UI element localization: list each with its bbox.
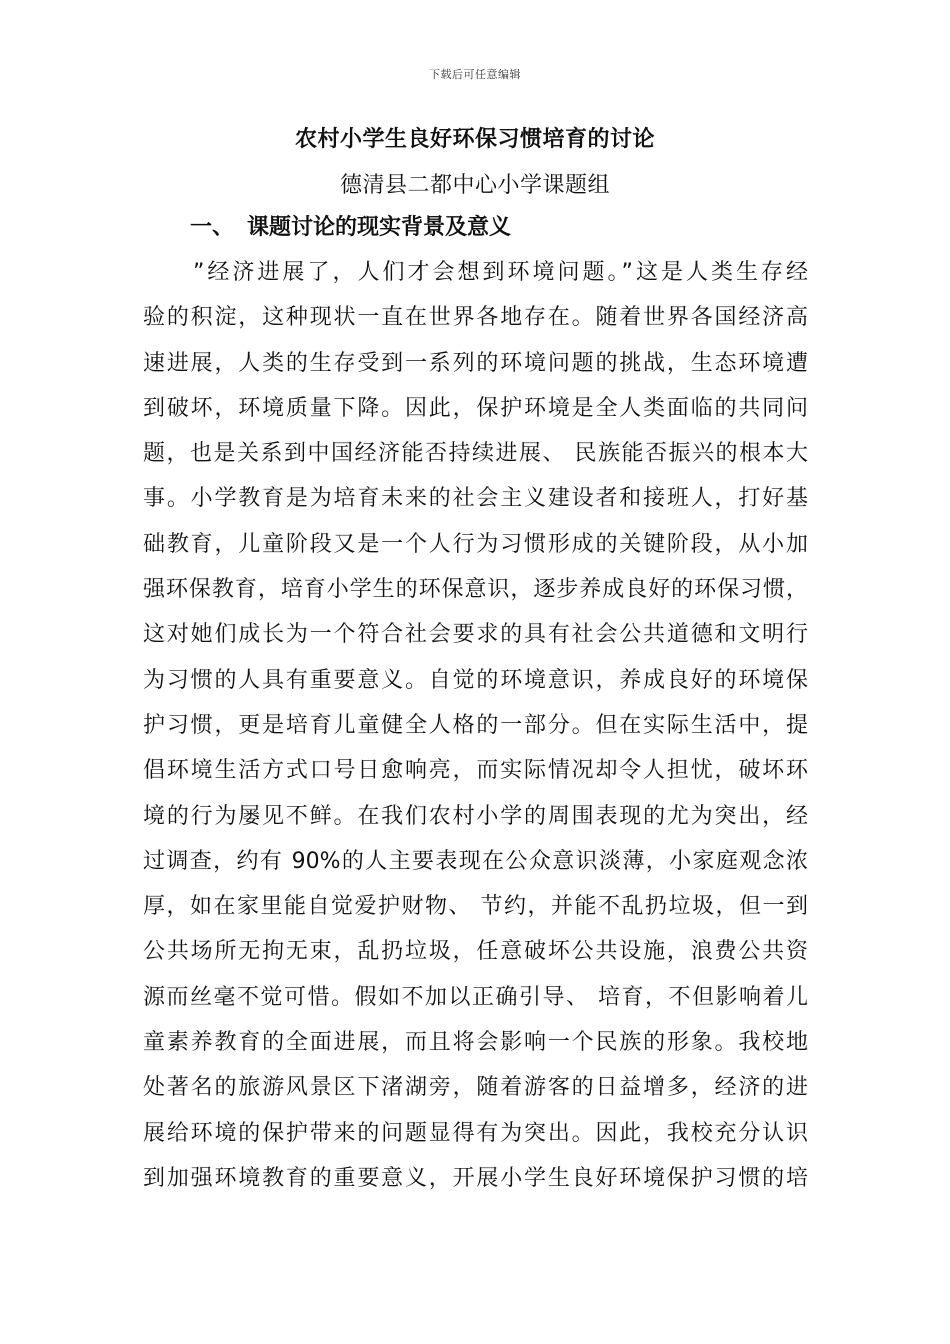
paragraph-line: 护习惯，更是培育儿童健全人格的一部分。但在实际生活中，提 — [143, 712, 808, 738]
paragraph-line: 源而丝毫不觉可惜。假如不加以正确引导、 培育，不但影响着儿 — [143, 984, 808, 1010]
header-note: 下载后可任意编辑 — [429, 68, 521, 81]
paragraph-line: 倡环境生活方式口号日愈响亮，而实际情况却令人担忧，破坏环 — [143, 758, 808, 784]
paragraph-line: 验的积淀，这种现状一直在世界各地存在。随着世界各国经济高 — [143, 305, 808, 331]
paragraph-line: 厚，如在家里能自觉爱护财物、 节约，并能不乱扔垃圾，但一到 — [143, 894, 808, 920]
paragraph-line: 境的行为屡见不鲜。在我们农村小学的周围表现的尤为突出，经 — [143, 803, 808, 829]
paragraph-line: 事。小学教育是为培育未来的社会主义建设者和接班人，打好基 — [143, 486, 808, 512]
document-subtitle: 德清县二都中心小学课题组 — [339, 173, 610, 198]
paragraph-line: 到加强环境教育的重要意义，开展小学生良好环境保护习惯的培 — [143, 1165, 808, 1191]
paragraph-line: 处著名的旅游风景区下渚湖旁，随着游客的日益增多，经济的进 — [143, 1075, 808, 1101]
body-paragraph — [143, 250, 808, 1201]
paragraph-line: 到破坏，环境质量下降。因此，保护环境是全人类面临的共同问 — [143, 395, 808, 421]
paragraph-line: 公共场所无拘无束，乱扔垃圾，任意破坏公共设施，浪费公共资 — [143, 939, 808, 965]
document-title: 农村小学生良好环保习惯培育的讨论 — [294, 127, 655, 152]
paragraph-line: 强环保教育，培育小学生的环保意识，逐步养成良好的环保习惯， — [143, 577, 808, 603]
paragraph-line: ”经济进展了，人们才会想到环境问题。”这是人类生存经 — [193, 260, 808, 285]
paragraph-line: 童素养教育的全面进展，而且将会影响一个民族的形象。我校地 — [143, 1030, 808, 1056]
paragraph-line: 础教育，儿童阶段又是一个人行为习惯形成的关键阶段，从小加 — [143, 531, 808, 557]
paragraph-line: 速进展，人类的生存受到一系列的环境问题的挑战，生态环境遭 — [143, 350, 808, 376]
paragraph-line: 展给环境的保护带来的问题显得有为突出。因此，我校充分认识 — [143, 1120, 808, 1146]
paragraph-line: 这对她们成长为一个符合社会要求的具有社会公共道德和文明行 — [143, 622, 808, 648]
paragraph-line: 为习惯的人具有重要意义。自觉的环境意识，养成良好的环境保 — [143, 667, 808, 693]
section-heading-text: 课题讨论的现实背景及意义 — [247, 215, 512, 240]
section-heading — [190, 210, 511, 241]
paragraph-line: 过调查，约有 90%的人主要表现在公众意识淡薄，小家庭观念浓 — [143, 848, 808, 874]
paragraph-line: 题，也是关系到中国经济能否持续进展、 民族能否振兴的根本大 — [143, 441, 808, 467]
section-number: 一、 — [190, 215, 235, 240]
